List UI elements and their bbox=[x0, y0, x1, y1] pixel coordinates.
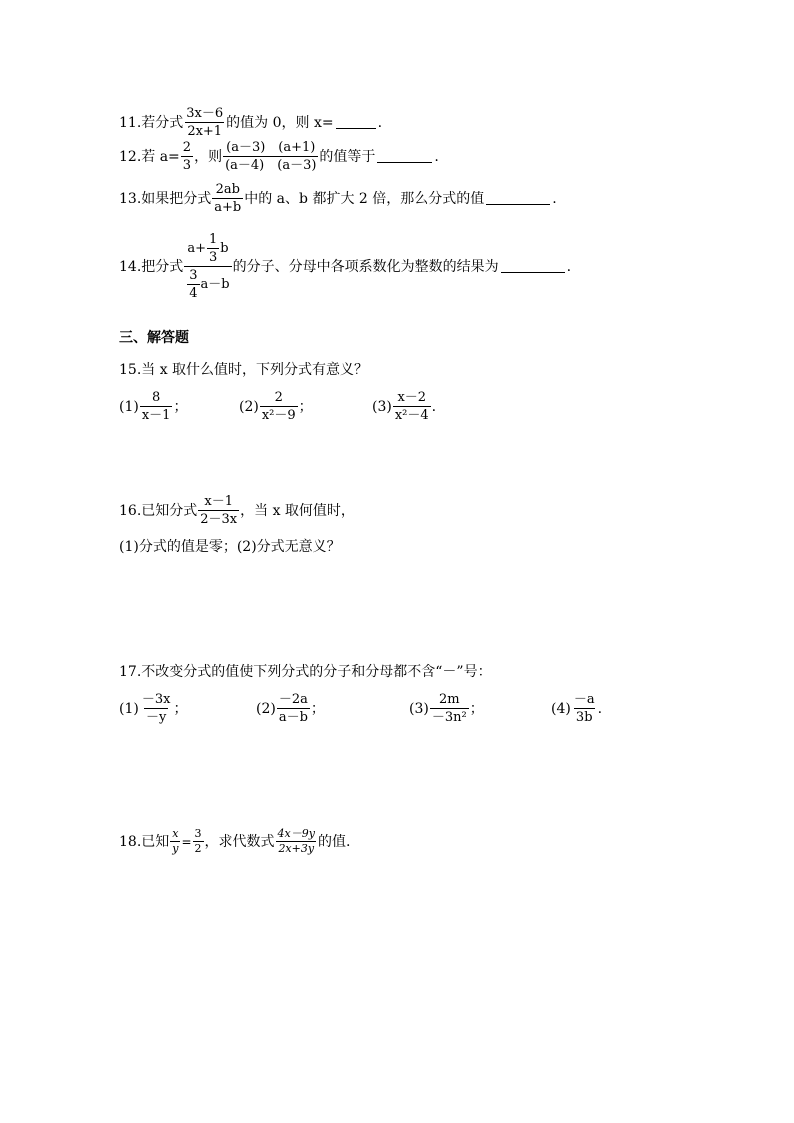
q14-num-frac-den: 3 bbox=[208, 250, 218, 265]
q17-part-4-label: (4) bbox=[551, 700, 571, 717]
q15-stem: 15.当 x 取什么值时，下列分式有意义？ bbox=[119, 362, 369, 378]
q15-part-2-numerator: 2 bbox=[274, 390, 283, 405]
q17-part-4-denominator: 3b bbox=[575, 710, 593, 725]
q14-numerator bbox=[185, 232, 230, 266]
q17-part-3-label: (3) bbox=[409, 700, 429, 717]
q17-part-2-end: ； bbox=[310, 700, 325, 717]
q12-fraction bbox=[223, 140, 318, 173]
q17-part-2-fraction bbox=[277, 692, 310, 725]
question-12 bbox=[119, 140, 439, 173]
q15-part-2-label: (2) bbox=[239, 398, 259, 415]
q17-part-1-denominator: －y bbox=[145, 710, 167, 725]
q12-denominator: (a－4) (a－3) bbox=[225, 158, 317, 173]
q13-denominator: a+b bbox=[214, 200, 242, 215]
q15-part-3-label: (3) bbox=[372, 398, 392, 415]
q17-part-3-numerator: 2m bbox=[438, 692, 460, 707]
q15-part-3-fraction bbox=[393, 390, 431, 423]
q15-part-2-fraction bbox=[260, 390, 298, 423]
q15-part-2-denominator: x²－9 bbox=[261, 408, 296, 423]
q15-part-3 bbox=[372, 390, 436, 423]
q17-part-1-end: ； bbox=[173, 700, 188, 717]
q14-answer-blank bbox=[501, 260, 565, 273]
q11-end: . bbox=[377, 114, 383, 131]
q11-fraction bbox=[184, 106, 225, 139]
q18-xy-numerator: x bbox=[172, 827, 179, 840]
q18-mid: ，求代数式 bbox=[204, 833, 275, 850]
q13-text: 中的 a、b 都扩大 2 倍，那么分式的值 bbox=[244, 190, 485, 207]
q11-numerator: 3x－6 bbox=[186, 106, 224, 121]
q18-expression-denominator: 2x+3y bbox=[278, 842, 315, 855]
q17-part-4-fraction bbox=[572, 692, 597, 725]
q17-stem: 17.不改变分式的值使下列分式的分子和分母都不含“－”号： bbox=[119, 664, 492, 680]
q14-num-b: b bbox=[220, 241, 229, 256]
q18-expression-numerator: 4x－9y bbox=[277, 827, 315, 840]
q13-fraction bbox=[212, 182, 243, 215]
q14-den-fraction bbox=[187, 268, 199, 301]
q17-part-1-fraction bbox=[140, 692, 173, 725]
q17-part-3-fraction bbox=[430, 692, 469, 725]
q17-part-1 bbox=[119, 692, 256, 725]
q17-part-2-label: (2) bbox=[256, 700, 276, 717]
q18-xy-fraction bbox=[170, 828, 180, 855]
q12-numerator: (a－3) (a+1) bbox=[226, 140, 316, 155]
q17-part-3 bbox=[409, 692, 551, 725]
q12-a-fraction bbox=[181, 140, 193, 173]
q15-part-1 bbox=[119, 390, 239, 423]
q17-part-1-numerator: －3x bbox=[141, 692, 171, 707]
q18-equals: = bbox=[181, 834, 192, 849]
q13-prefix: 13.如果把分式 bbox=[119, 190, 212, 207]
q17-part-4-numerator: －a bbox=[573, 692, 595, 707]
q12-end: . bbox=[434, 148, 439, 165]
q18-prefix: 18.已知 bbox=[119, 833, 170, 850]
q14-text: 的分子、分母中各项系数化为整数的结果为 bbox=[232, 258, 499, 275]
q14-fraction bbox=[184, 232, 231, 301]
q16-denominator: 2－3x bbox=[200, 512, 238, 527]
q14-den-rest: a－b bbox=[200, 277, 230, 292]
q18-ratio-fraction bbox=[193, 828, 204, 855]
q16-fraction bbox=[198, 494, 239, 527]
q15-part-1-label: (1) bbox=[119, 398, 139, 415]
q12-answer-blank bbox=[377, 150, 432, 163]
q17-part-4-end: . bbox=[597, 700, 603, 717]
q12-a-numerator: 2 bbox=[182, 140, 192, 155]
q18-ratio-denominator: 2 bbox=[194, 842, 202, 855]
q14-denominator bbox=[184, 266, 231, 301]
q15-part-1-end: ； bbox=[173, 398, 188, 415]
q14-den-frac-den: 4 bbox=[189, 286, 198, 301]
q16-text: ，当 x 取何值时， bbox=[240, 502, 355, 519]
question-18 bbox=[119, 828, 350, 855]
q11-answer-blank bbox=[336, 116, 376, 129]
question-11 bbox=[119, 106, 382, 139]
q11-denominator: 2x+1 bbox=[187, 124, 223, 139]
q15-part-1-numerator: 8 bbox=[152, 390, 161, 405]
q14-num-fraction bbox=[207, 232, 219, 265]
q15-part-1-fraction bbox=[140, 390, 173, 423]
q15-part-1-denominator: x－1 bbox=[141, 408, 171, 423]
q15-part-3-numerator: x－2 bbox=[397, 390, 427, 405]
q18-text: 的值. bbox=[317, 833, 351, 850]
question-17-parts bbox=[119, 692, 602, 725]
q14-end: . bbox=[566, 258, 572, 275]
q14-num-a: a+ bbox=[187, 241, 206, 256]
q18-xy-denominator: y bbox=[172, 842, 179, 855]
q17-part-4 bbox=[551, 692, 602, 725]
q17-part-2 bbox=[256, 692, 409, 725]
q12-prefix: 12.若 a= bbox=[119, 148, 180, 165]
q12-text: 的值等于 bbox=[319, 148, 376, 165]
section-heading: 三、解答题 bbox=[119, 330, 189, 346]
q17-part-1-label: (1) bbox=[119, 700, 139, 717]
q12-a-denominator: 3 bbox=[182, 158, 192, 173]
q15-part-2 bbox=[239, 390, 372, 423]
q13-numerator: 2ab bbox=[215, 182, 240, 197]
q13-answer-blank bbox=[486, 192, 550, 205]
question-16 bbox=[119, 494, 355, 527]
q13-end: . bbox=[552, 190, 557, 207]
q14-prefix: 14.把分式 bbox=[119, 258, 184, 275]
q16-numerator: x－1 bbox=[204, 494, 233, 509]
question-13 bbox=[119, 182, 557, 215]
q16-prefix: 16.已知分式 bbox=[119, 502, 198, 519]
question-14 bbox=[119, 232, 571, 301]
question-15-parts bbox=[119, 390, 436, 423]
q16-line2: (1)分式的值是零；(2)分式无意义？ bbox=[119, 539, 341, 555]
q11-prefix: 11.若分式 bbox=[119, 114, 184, 131]
q15-part-2-end: ； bbox=[298, 398, 313, 415]
q12-mid: ，则 bbox=[194, 148, 223, 165]
q17-part-3-denominator: －3n² bbox=[431, 710, 467, 725]
q15-part-3-end: . bbox=[431, 398, 437, 415]
q15-part-3-denominator: x²－4 bbox=[394, 408, 429, 423]
q18-ratio-numerator: 3 bbox=[194, 827, 202, 840]
q14-den-frac-num: 3 bbox=[189, 268, 198, 283]
q11-text: 的值为 0，则 x= bbox=[226, 114, 334, 131]
q14-num-frac-num: 1 bbox=[208, 232, 218, 247]
q17-part-2-numerator: －2a bbox=[278, 692, 308, 707]
q17-part-3-end: ； bbox=[469, 700, 484, 717]
q18-expression-fraction bbox=[276, 828, 317, 855]
q17-part-2-denominator: a－b bbox=[278, 710, 308, 725]
